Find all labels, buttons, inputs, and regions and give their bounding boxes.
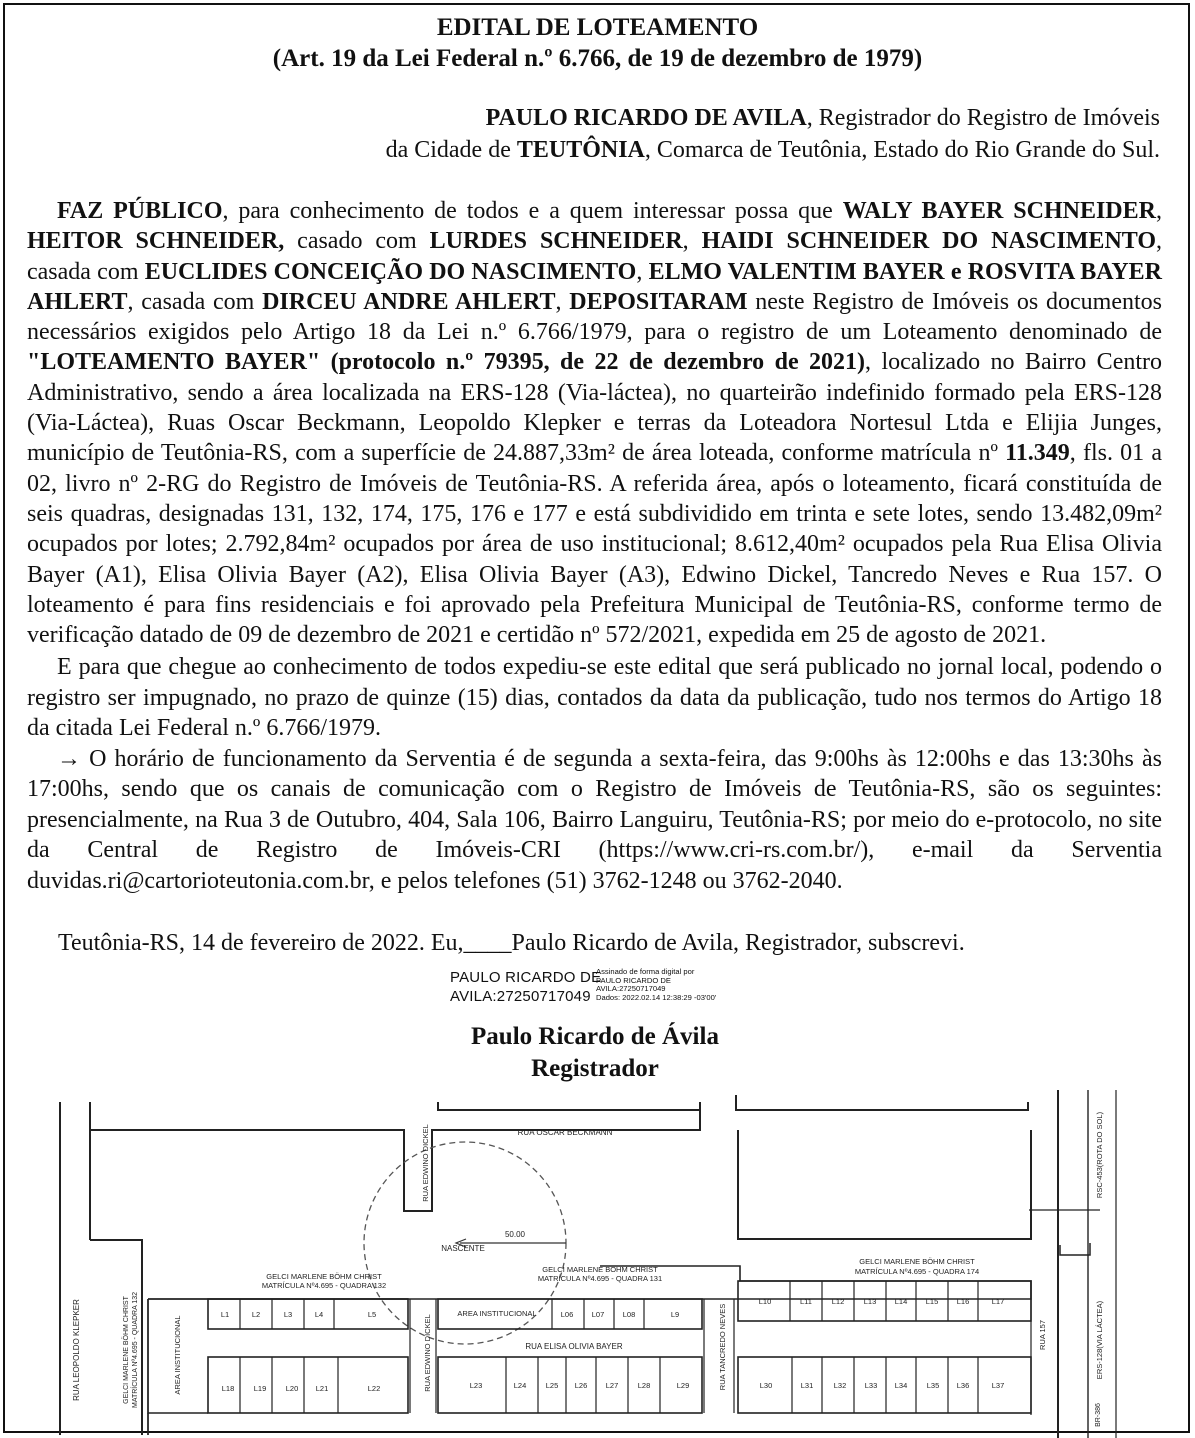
lot-label: L1 bbox=[220, 1310, 230, 1319]
lot-label: L37 bbox=[991, 1381, 1005, 1390]
paragraph-text: , localizado no Bairro Centro Administrativo, sendo a área localizada na ERS-128 (Via-láctea), no quarteirão indefinido formado pela ERS-128 (Via-Láctea), Ruas Oscar Beckmann, Leopoldo Klepker e terras da Loteadora Nortesul Ltda e Elijia Junges, município de Teutônia-RS, com a superfície de 24.887,33m² de área loteada, conforme matrícula nº bbox=[27, 349, 1163, 467]
lot-label: L25 bbox=[545, 1381, 559, 1390]
lot-label: L26 bbox=[574, 1381, 588, 1390]
lot-label: L10 bbox=[758, 1297, 772, 1306]
lot-label: L30 bbox=[759, 1381, 773, 1390]
label-owner-q132: GELCI MARLENE BÖHM CHRIST bbox=[266, 1272, 382, 1281]
signature-details bbox=[596, 968, 716, 1002]
label-br-386: BR-386 bbox=[1095, 1403, 1102, 1427]
emphasized-text: EUCLIDES CONCEIÇÃO DO NASCIMENTO bbox=[144, 258, 637, 285]
paragraph-text: , casada com bbox=[27, 228, 1163, 285]
lot-label: L21 bbox=[315, 1384, 329, 1393]
label-owner-west: GELCI MARLENE BÖHM CHRIST bbox=[123, 1296, 130, 1404]
lot-label: L07 bbox=[591, 1310, 605, 1319]
lot-label: L23 bbox=[469, 1381, 483, 1390]
intro-line-1-rest: , Registrador do Registro de Imóveis bbox=[806, 105, 1160, 131]
paragraph-text: casado com bbox=[284, 228, 430, 255]
emphasized-text: DIRCEU ANDRE AHLERT bbox=[262, 288, 556, 315]
lot-label: L11 bbox=[800, 1297, 812, 1306]
intro-line-2-end: , Comarca de Teutônia, Estado do Rio Grande do Sul. bbox=[644, 137, 1160, 163]
paragraph-faz-publico bbox=[27, 196, 1162, 650]
intro-line-1 bbox=[486, 102, 1160, 135]
lot-label: L13 bbox=[863, 1297, 877, 1306]
lot-label: L06 bbox=[560, 1310, 574, 1319]
city-name: TEUTÔNIA bbox=[516, 137, 645, 163]
label-rua-oscar-beckmann: RUA OSCAR BECKMANN bbox=[517, 1128, 613, 1137]
lot-label: L34 bbox=[894, 1381, 908, 1390]
signature-detail-4: Dados: 2022.02.14 12:38:29 -03'00' bbox=[596, 992, 717, 1002]
subdivision-map bbox=[0, 1085, 1195, 1438]
label-nascente: NASCENTE bbox=[441, 1244, 485, 1253]
paragraph-text: neste Registro de Imóveis os documentos necessários exigidos pelo Artigo 18 da Lei n.º 6.766/1979, para o registro de um Loteamento denominado de bbox=[27, 288, 1162, 346]
label-area-institucional-west: AREA INSTITUCIONAL bbox=[173, 1315, 182, 1395]
lot-label: L18 bbox=[221, 1384, 235, 1393]
lot-label: L33 bbox=[864, 1381, 878, 1390]
label-matricula-q131: MATRÍCULA Nº4.695 - QUADRA 131 bbox=[537, 1274, 663, 1283]
label-rua-elisa-olivia-bayer: RUA ELISA OLIVIA BAYER bbox=[525, 1342, 623, 1351]
lot-label: L31 bbox=[800, 1381, 814, 1390]
paragraph-text: , bbox=[682, 228, 702, 255]
lot-label: L20 bbox=[285, 1384, 299, 1393]
paragraph-text: , para conhecimento de todos e a quem interessar possa que bbox=[222, 198, 843, 224]
lot-label: L36 bbox=[956, 1381, 970, 1390]
lot-label: L2 bbox=[251, 1310, 261, 1319]
label-rua-157: RUA 157 bbox=[1038, 1319, 1047, 1351]
label-rua-tancredo-neves: RUA TANCREDO NEVES bbox=[718, 1303, 727, 1391]
digital-signature-stamp bbox=[450, 967, 717, 1006]
paragraph-text: , bbox=[636, 258, 649, 285]
label-rua-leopoldo-klepker: RUA LEOPOLDO KLEPKER bbox=[72, 1299, 81, 1401]
signer-name: Paulo Ricardo de Ávila bbox=[471, 1023, 719, 1050]
lot-label: L17 bbox=[991, 1297, 1005, 1306]
lot-label: L27 bbox=[605, 1381, 619, 1390]
emphasized-text: FAZ PÚBLICO bbox=[57, 198, 223, 224]
lot-label: L3 bbox=[283, 1310, 293, 1319]
paragraph-text: , bbox=[555, 288, 570, 315]
lot-label: L5 bbox=[367, 1310, 377, 1319]
emphasized-text: HAIDI SCHNEIDER DO NASCIMENTO bbox=[701, 228, 1157, 255]
label-area-institucional-center: AREA INSTITUCIONAL bbox=[457, 1309, 537, 1318]
lot-label: L32 bbox=[833, 1381, 847, 1390]
document-subtitle: (Art. 19 da Lei Federal n.º 6.766, de 19 de dezembro de 1979) bbox=[272, 45, 923, 72]
label-rsc-453: RSC-453(ROTA DO SOL) bbox=[1095, 1111, 1104, 1199]
closing-line: Teutônia-RS, 14 de fevereiro de 2022. Eu,____Paulo Ricardo de Avila, Registrador, subscrevi. bbox=[58, 930, 965, 956]
label-owner-q174: GELCI MARLENE BÖHM CHRIST bbox=[859, 1257, 975, 1266]
lot-label: L22 bbox=[367, 1384, 381, 1393]
label-owner-q131: GELCI MARLENE BÖHM CHRIST bbox=[542, 1265, 658, 1274]
lot-label: L19 bbox=[253, 1384, 267, 1393]
lot-label: L12 bbox=[831, 1297, 845, 1306]
emphasized-text: 11.349 bbox=[1005, 440, 1070, 467]
signature-name-line-1: PAULO RICARDO DE bbox=[450, 969, 602, 986]
emphasized-text: "LOTEAMENTO BAYER" (protocolo n.º 79395, de 22 de dezembro de 2021) bbox=[27, 349, 866, 376]
registrar-name: PAULO RICARDO DE AVILA bbox=[485, 105, 807, 131]
label-rua-edwino-dickel-south: RUA EDWINO DICKEL bbox=[423, 1314, 432, 1392]
label-matricula-q132: MATRÍCULA Nº4.695 - QUADRA 132 bbox=[261, 1281, 387, 1290]
lot-label: L08 bbox=[622, 1310, 636, 1319]
emphasized-text: WALY BAYER SCHNEIDER bbox=[842, 198, 1156, 224]
lot-label: L15 bbox=[925, 1297, 939, 1306]
paragraph-text: , casada com bbox=[127, 288, 263, 315]
label-rua-edwino-dickel-north: RUA EDWINO DICKEL bbox=[421, 1124, 430, 1202]
label-matricula-west: MATRÍCULA Nº4.695 - QUADRA 132 bbox=[132, 1291, 139, 1409]
lot-label: L35 bbox=[926, 1381, 940, 1390]
paragraph-text: , fls. 01 a 02, livro nº 2-RG do Registro de Imóveis de Teutônia-RS. A referida área, após o loteamento, ficará constituída de seis quadras, designadas 131, 132, 174, 175, 176 e 177 e está subdividido em trinta e sete lotes, sendo 13.482,09m² ocupados por lotes; 2.792,84m² ocupados por área de uso institucional; 8.612,40m² ocupados pela Rua Elisa Olivia Bayer (A1), Elisa Olivia Bayer (A2), Elisa Olivia Bayer (A3), Edwino Dickel, Tancredo Neves e Rua 157. O loteamento é para fins residenciais e foi aprovado pela Prefeitura Municipal de Teutônia-RS, conforme termo de verificação datado de 09 de dezembro de 2021 e certidão nº 572/2021, expedida em 25 de agosto de 2021. bbox=[27, 440, 1162, 649]
lot-label: L4 bbox=[314, 1310, 324, 1319]
paragraph-horario: → O horário de funcionamento da Serventia é de segunda a sexta-feira, das 9:00hs às 12:00hs e das 13:30hs às 17:00hs, sendo que os canais de comunicação com o Registro de Imóveis de Teutônia-RS, são os seguintes: presencialmente, na Rua 3 de Outubro, 404, Sala 106, Bairro Languiru, Teutônia-RS; por meio do e-protocolo, no site da Central de Registro de Imóveis-CRI (https://www.cri-rs.com.br/), e-mail da Serventia duvidas.ri@cartorioteutonia.com.br, e pelos telefones (51) 3762-1248 ou 3762-2040. bbox=[27, 745, 1162, 894]
label-ers-128: ERS-128(VIA LÁCTEA) bbox=[1095, 1300, 1104, 1380]
signature-name-line-2: AVILA:27250717049 bbox=[450, 988, 591, 1005]
lot-label: L24 bbox=[513, 1381, 527, 1390]
lot-label: L14 bbox=[894, 1297, 908, 1306]
emphasized-text: ELMO VALENTIM BAYER e ROSVITA BAYER AHLERT bbox=[27, 258, 1162, 315]
document-title: EDITAL DE LOTEAMENTO bbox=[436, 14, 759, 41]
edict-body bbox=[27, 196, 1162, 896]
emphasized-text: HEITOR SCHNEIDER, bbox=[27, 228, 285, 255]
signer-role: Registrador bbox=[531, 1055, 659, 1082]
label-radius: 50.00 bbox=[504, 1230, 526, 1239]
emphasized-text: DEPOSITARAM bbox=[569, 288, 748, 315]
label-matricula-q174: MATRÍCULA Nº4.695 - QUADRA 174 bbox=[854, 1267, 980, 1276]
lot-label: L28 bbox=[637, 1381, 651, 1390]
signature-detail-3: AVILA:27250717049 bbox=[596, 984, 666, 994]
lot-label: L16 bbox=[956, 1297, 970, 1306]
signature-detail-2: PAULO RICARDO DE bbox=[596, 975, 671, 985]
signature-detail-1: Assinado de forma digital por bbox=[596, 967, 695, 976]
paragraph-publicacao: E para que chegue ao conhecimento de todos expediu-se este edital que será publicado no jornal local, podendo o registro ser impugnado, no prazo de quinze (15) dias, contados da data da publicação, tudo nos termos do Artigo 18 da citada Lei Federal n.º 6.766/1979. bbox=[27, 654, 1162, 742]
lot-label: L29 bbox=[676, 1381, 690, 1390]
paragraph-text: , bbox=[1155, 198, 1162, 224]
intro-line-2-start: da Cidade de bbox=[385, 137, 517, 163]
emphasized-text: LURDES SCHNEIDER bbox=[429, 228, 683, 255]
intro-line-2 bbox=[386, 134, 1160, 167]
lot-label: L9 bbox=[670, 1310, 680, 1319]
